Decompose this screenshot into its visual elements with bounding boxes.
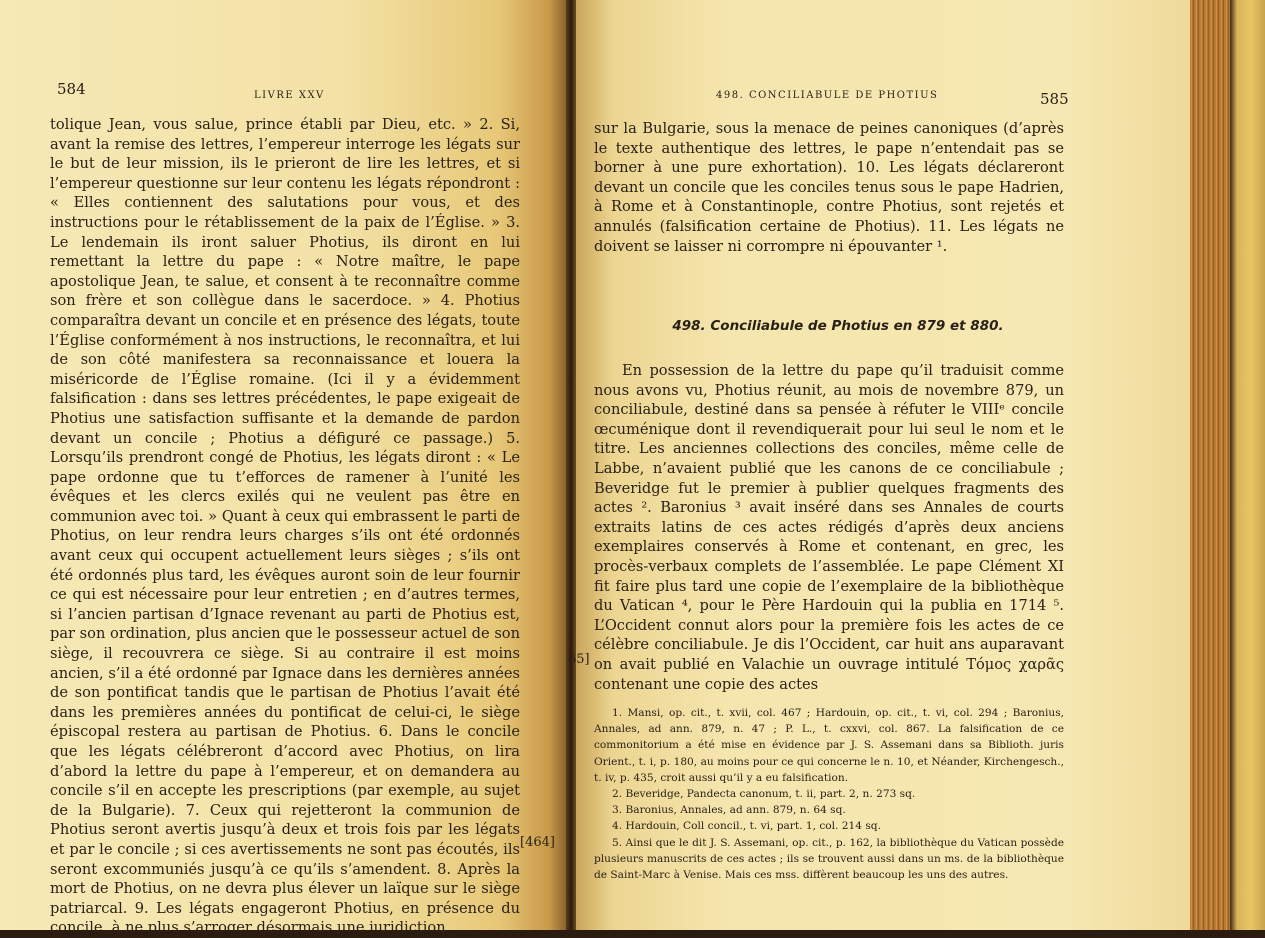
right-body-text bbox=[594, 361, 1064, 694]
right-page bbox=[568, 0, 1190, 930]
right-intro-paragraph: sur la Bulgarie, sous la menace de peines canoniques (d’après le texte authentique des lettres, le pape n’entendait pas se borner à une pure exhortation). 10. Les légats déclareront devant un concile que les conciles tenus sous le pape Hadrien, à Rome et à Constantinople, contre Photius, sont rejetés et annulés (falsification certaine de Photius). 11. Les légats ne doivent se laisser ni corrompre ni épouvanter ¹. bbox=[594, 120, 1064, 255]
book-cover-edge bbox=[1230, 0, 1265, 930]
left-running-head: LIVRE XXV bbox=[254, 90, 325, 101]
left-page bbox=[0, 0, 566, 937]
right-margin-ref: 65] bbox=[568, 652, 590, 667]
footnote: 3. Baronius, Annales, ad ann. 879, n. 64 sq. bbox=[612, 804, 846, 817]
footnotes bbox=[594, 705, 1064, 883]
right-running-head: 498. CONCILIABULE DE PHOTIUS bbox=[716, 90, 939, 101]
left-body-text bbox=[50, 115, 520, 938]
book-gutter bbox=[566, 0, 576, 930]
left-margin-ref: [464] bbox=[520, 835, 555, 850]
page-edges bbox=[1190, 0, 1265, 930]
footnote: 1. Mansi, op. cit., t. xvii, col. 467 ; Hardouin, op. cit., t. vi, col. 294 ; Baronius, Annales, ad ann. 879, n. 47 ; P. L., t. cxxvi, col. 867. La falsification de ce commonitorium a été mise en évidence par J. S. Assemani dans sa Biblioth. juris Orient., t. i, p. 180, au moins pour ce qui concerne le n. 10, et Néander, Kirchengesch., t. iv, p. 435, croit aussi qu’il y a eu falsification. bbox=[594, 707, 1064, 784]
footnote: 2. Beveridge, Pandecta canonum, t. ii, part. 2, n. 273 sq. bbox=[612, 788, 916, 801]
right-body-paragraph: En possession de la lettre du pape qu’il traduisit comme nous avons vu, Photius réunit, au mois de novembre 879, un conciliabule, destiné dans sa pensée à réfuter le VIIIᵉ concile œcuménique dont il revendiquerait pour lui seul le nom et le titre. Les anciennes collections des conciles, même celle de Labbe, n’avaient publié que les canons de ce conciliabule ; Beveridge fut le premier à publier quelques fragments des actes ². Baronius ³ avait inséré dans ses Annales de courts extraits latins de ces actes rédigés d’après deux anciens exemplaires conservés à Rome et contenant, en grec, les procès-verbaux complets de l’assemblée. Le pape Clément XI fit faire plus tard une copie de l’exemplaire de la bibliothèque du Vatican ⁴, pour le Père Hardouin qui la publia en 1714 ⁵. L’Occident connut alors pour la première fois les actes de ce célèbre conciliabule. Je dis l’Occident, car huit ans auparavant on avait publié en Valachie un ouvrage intitulé Τόμος χαρᾶς contenant une copie des actes bbox=[594, 362, 1064, 693]
right-intro-text bbox=[594, 119, 1064, 256]
left-paragraph: tolique Jean, vous salue, prince établi par Dieu, etc. » 2. Si, avant la remise des lettres, l’empereur interroge les légats sur le but de leur mission, ils le prieront de lire les lettres, et si l’empereur questionne sur leur contenu les légats répondront : « Elles contiennent des salutations pour vous, et des instructions pour le rétablissement de la paix de l’Église. » 3. Le lendemain ils iront saluer Photius, ils diront en lui remettant la lettre du pape : « Notre maître, le pape apostolique Jean, te salue, et consent à te reconnaître comme son frère et son collègue dans le sacerdoce. » 4. Photius comparaîtra devant un concile et en présence des légats, toute l’Église conformément à nos instructions, le reconnaîtra, et lui de son côté manifestera sa reconnaissance et louera la miséricorde de l’Église romaine. (Ici il y a évidemment falsification : dans ses lettres précédentes, le pape exigeait de Photius une satisfaction suffisante et la demande de pardon devant un concile ; Photius a défiguré ce passage.) 5. Lorsqu’ils prendront congé de Photius, les légats diront : « Le pape ordonne que tu t’efforces de ramener à l’unité les évêques et les clercs exilés qui ne veulent pas être en communion avec toi. » Quant à ceux qui embrassent le parti de Photius, on leur rendra leurs charges s’ils ont été ordonnés avant ceux qui occupent actuellement leurs sièges ; s’ils ont été ordonnés plus tard, les évêques auront soin de leur fournir ce qui est nécessaire pour leur entretien ; en d’autres termes, si l’ancien partisan d’Ignace revenant au parti de Photius est, par son ordination, plus ancien que le possesseur actuel de son siège, il recouvrera ce siège. Si au contraire il est moins ancien, s’il a été ordonné par Ignace dans les dernières années de son pontificat tandis que le partisan de Photius l’avait été dans les premières années du pontificat de celui-ci, le siège épiscopal restera au partisan de Photius. 6. Dans le concile que les légats célébreront d’accord avec Photius, on lira d’abord la lettre du pape à l’empereur, et on demandera au concile s’il en accepte les prescriptions (par exemple, au sujet de la Bulgarie). 7. Ceux qui rejetteront la communion de Photius seront avertis jusqu’à deux et trois fois par les légats et par le concile ; si ces avertissements ne sont pas écoutés, ils seront excommuniés jusqu’à ce qu’ils s’amendent. 8. Après la mort de Photius, on ne devra plus élever un laïque sur le siège patriarcal. 9. Les légats engageront Photius, en présence du concile, à ne plus s’arroger désormais une juridiction bbox=[50, 116, 520, 937]
left-folio: 584 bbox=[57, 80, 86, 98]
footnote: 4. Hardouin, Coll concil., t. vi, part. 1, col. 214 sq. bbox=[612, 820, 881, 833]
right-folio: 585 bbox=[1040, 90, 1069, 108]
footnote: 5. Ainsi que le dit J. S. Assemani, op. cit., p. 162, la bibliothèque du Vatican possède plusieurs manuscrits de ces actes ; ils se trouvent aussi dans un ms. de la bibliothèque de Saint-Marc à Venise. Mais ces mss. diffèrent beaucoup les uns des autres. bbox=[594, 836, 1064, 882]
section-title: 498. Conciliabule de Photius en 879 et 880. bbox=[672, 318, 1004, 334]
